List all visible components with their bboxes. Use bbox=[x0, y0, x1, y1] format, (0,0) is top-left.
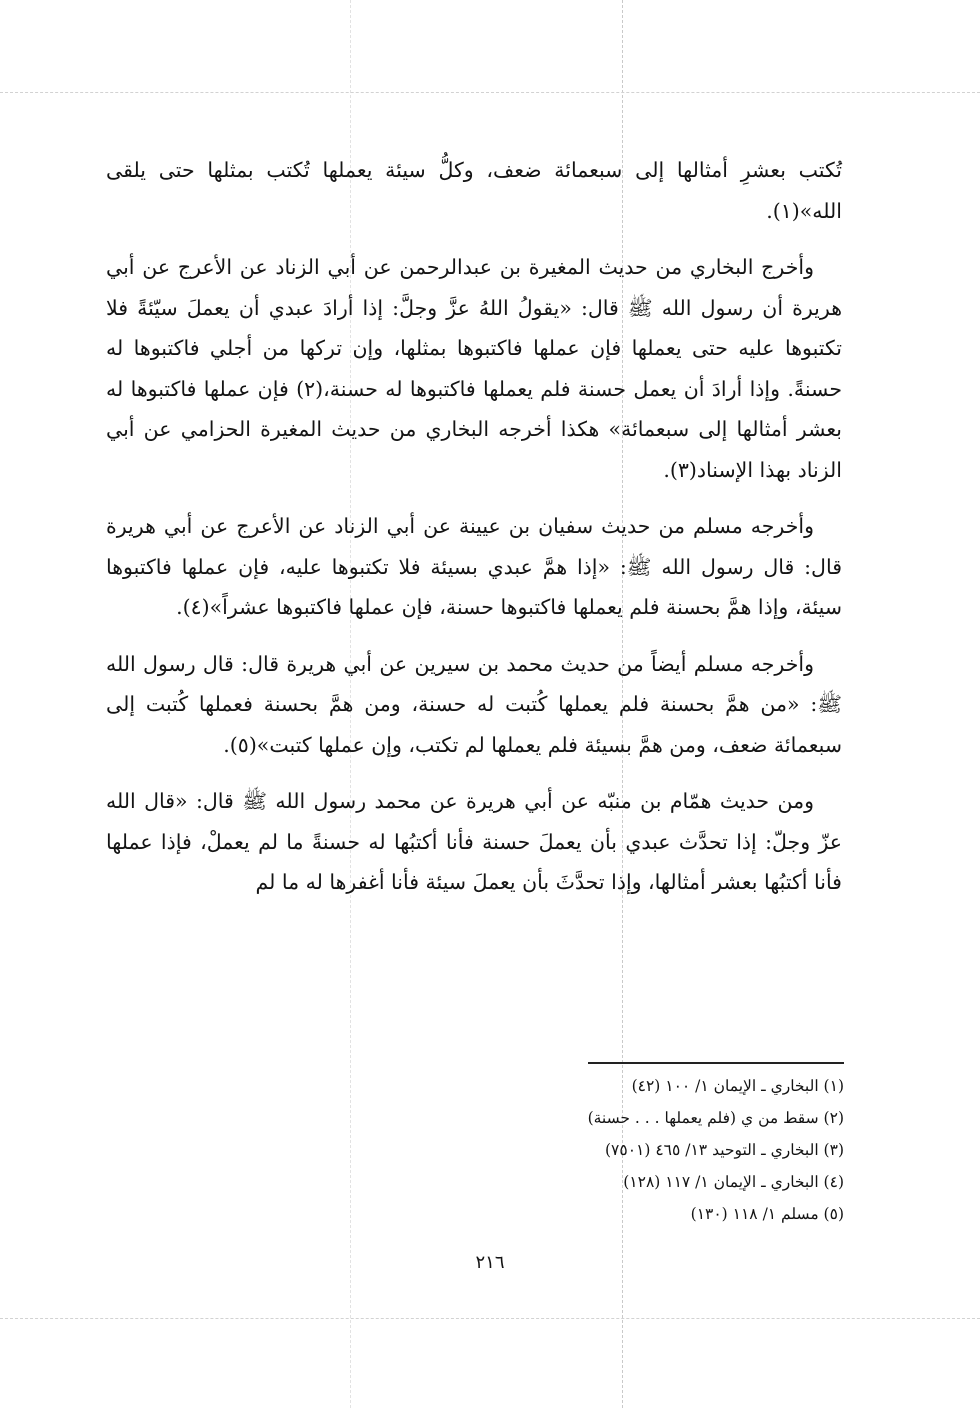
paragraph-muslim-sufyan: وأخرجه مسلم من حديث سفيان بن عيينة عن أبي الزناد عن الأعرج عن أبي هريرة قال: قال رسول الله ﷺ: «إذا همَّ عبدي بسيئة فلا تكتبوها عليه، فإن عملها فاكتبوها سيئة، وإذا همَّ بحسنة فلم يعملها فاكتبوها حسنة، فإن عملها فاكتبوها عشراً»(٤). bbox=[106, 514, 842, 619]
main-text bbox=[106, 150, 842, 919]
scan-guide-line-horizontal bbox=[0, 92, 980, 93]
footnote-item: (٤) البخاري ـ الإيمان ١/ ١١٧ (١٢٨) bbox=[623, 1173, 844, 1191]
footnote-item: (٢) سقط من ي (فلم يعملها . . . حسنة) bbox=[587, 1109, 844, 1127]
footnote-item: (٥) مسلم ١/ ١١٨ (١٣٠) bbox=[690, 1205, 844, 1223]
footnote-item: (٣) البخاري ـ التوحيد ١٣/ ٤٦٥ (٧٥٠١) bbox=[604, 1141, 844, 1159]
paragraph-bukhari: وأخرج البخاري من حديث المغيرة بن عبدالرحمن عن أبي الزناد عن الأعرج عن أبي هريرة أن رسول الله ﷺ قال: «يقولُ اللهُ عزَّ وجلَّ: إذا أرادَ عبدي أن يعملَ سيّئةً فلا تكتبوها عليه حتى يعملها فإن عملها فاكتبوها بمثلها، وإن تركها من أجلي فاكتبوها له حسنةً. وإذا أرادَ أن يعمل حسنة فلم يعملها فاكتبوها له حسنة،(٢) فإن عملها فاكتبوها له بعشر أمثالها إلى سبعمائة» هكذا أخرجه البخاري من حديث المغيرة الحزامي عن أبي الزناد بهذا الإسناد(٣). bbox=[106, 255, 842, 482]
paragraph-muslim-sirin: وأخرجه مسلم أيضاً من حديث محمد بن سيرين عن أبي هريرة قال: قال رسول الله ﷺ: «من همَّ بحسنة فلم يعملها كُتبت له حسنة، ومن همَّ بحسنة فعملها كُتبت إلى سبعمائة ضعف، ومن همَّ بسيئة فلم يعملها لم تكتب، وإن عملها كتبت»(٥). bbox=[106, 651, 842, 757]
paragraph-hammam: ومن حديث همّام بن منبّه عن أبي هريرة عن محمد رسول الله ﷺ قال: «قال الله عزّ وجلّ: إذا تحدَّث عبدي بأن يعملَ حسنة فأنا أكتبُها له حسنةً ما لم يعملْ، فإذا عملها فأنا أكتبُها بعشر أمثالها، وإذا تحدَّثَ بأن يعملَ سيئة فأنا أغفرها له ما لم bbox=[106, 789, 842, 894]
page-number: ٢١٦ bbox=[475, 1252, 505, 1273]
scan-guide-line-horizontal-bottom bbox=[0, 1318, 980, 1319]
footnotes bbox=[324, 1070, 844, 1230]
footnote-item: (١) البخاري ـ الإيمان ١/ ١٠٠ (٤٢) bbox=[631, 1077, 844, 1095]
footnote-separator bbox=[588, 1062, 844, 1064]
paragraph-continued: تُكتب بعشرِ أمثالها إلى سبعمائة ضعف، وكلُّ سيئة يعملها تُكتب بمثلها حتى يلقى الله»(١). bbox=[106, 158, 842, 223]
